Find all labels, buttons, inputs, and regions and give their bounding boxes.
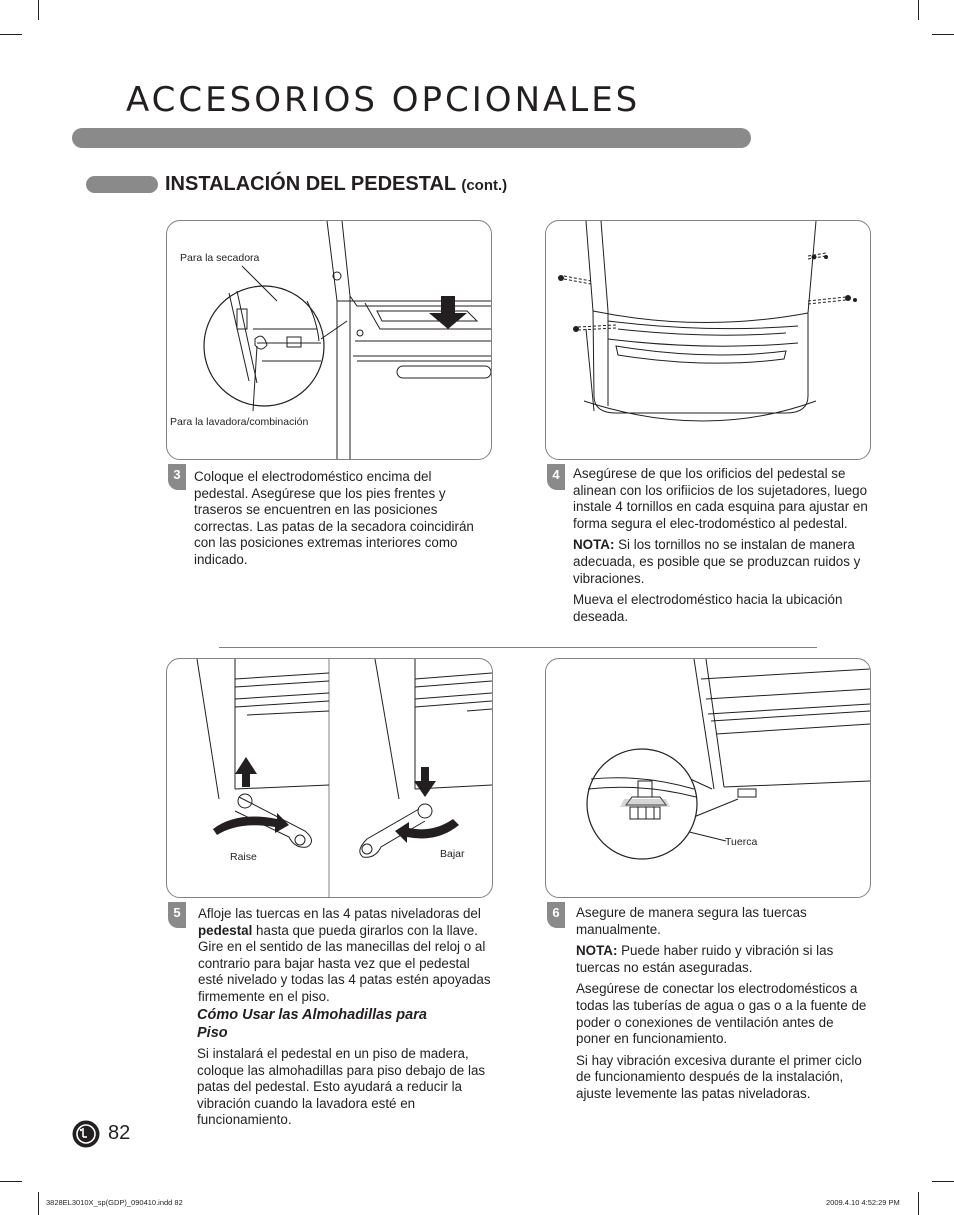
step4-illustration <box>545 220 871 460</box>
crop-mark <box>932 1181 954 1182</box>
step6-note-label: NOTA: <box>576 943 618 959</box>
step5-text-a: Afloje las tuercas en las 4 patas niveladoras del <box>198 906 481 921</box>
step6-text <box>576 905 870 1108</box>
callout-washer: Para la lavadora/combinación <box>170 416 309 428</box>
step5-text-b: hasta que pueda girarlos con la llave. Gire en el sentido de las manecillas del reloj o al contrario para bajar hasta vez que el pedestal esté nivelado y todas las 4 patas estén apoyadas firmemente en el piso. <box>198 922 491 1004</box>
crop-mark <box>918 0 919 20</box>
step4-note-label: NOTA: <box>573 537 615 553</box>
step3-badge: 3 <box>168 464 186 490</box>
footer-timestamp: 2009.4.10 4:52:29 PM <box>826 1198 900 1207</box>
pads-title: Cómo Usar las Almohadillas para Piso <box>197 1007 427 1041</box>
step6-paragraph: Asegure de manera segura las tuercas manualmente. <box>576 905 807 937</box>
step3-text <box>194 469 486 574</box>
pads-text <box>197 1046 495 1134</box>
step4-drawing <box>546 221 870 459</box>
page-number: 82 <box>108 1122 131 1144</box>
section-pill <box>86 176 158 193</box>
step4-note <box>573 537 869 587</box>
step6-badge: 6 <box>547 902 565 928</box>
step5-text-bold: pedestal <box>198 922 253 938</box>
crop-mark <box>38 1192 39 1215</box>
title-bar <box>72 128 751 148</box>
callout-nut: Tuerca <box>725 836 758 848</box>
step6-note <box>576 943 870 976</box>
step5-drawing <box>167 659 492 897</box>
step5-text <box>198 906 494 1011</box>
step4-badge: 4 <box>547 464 565 490</box>
crop-mark <box>0 1181 22 1182</box>
callout-lower: Bajar <box>440 848 465 860</box>
step3-paragraph: Coloque el electrodoméstico encima del pedestal. Asegúrese que los pies frentes y traseros se encuentren en las posiciones correctas. Las patas de la secadora coincidirán con las posiciones extremas interiores como indicado. <box>194 469 474 567</box>
crop-mark <box>38 0 39 20</box>
lg-logo <box>72 1120 100 1148</box>
section-title-text: INSTALACIÓN DEL PEDESTAL <box>165 173 456 195</box>
lg-logo-icon <box>72 1120 100 1148</box>
section-title <box>165 173 507 196</box>
step4-text <box>573 466 869 630</box>
step5-badge: 5 <box>168 902 186 928</box>
step3-illustration <box>166 220 492 460</box>
page-title: ACCESORIOS OPCIONALES <box>126 80 641 120</box>
step4-paragraph: Asegúrese de que los orificios del pedestal se alinean con los orifiicios de los sujetadores, luego instale 4 tornillos en cada esquina para ajustar en forma segura el elec-trodoméstico al pedestal. <box>573 466 868 531</box>
section-divider <box>219 647 817 648</box>
step6-note-text: Puede haber ruido y vibración si las tuercas no están aseguradas. <box>576 943 834 975</box>
step6-drawing <box>546 659 870 897</box>
step6-paragraph-3: Si hay vibración excesiva durante el primer ciclo de funcionamiento después de la instalación, ajuste levemente las patas niveladoras. <box>576 1052 862 1101</box>
step5-paragraph <box>198 906 494 1006</box>
crop-mark <box>918 1192 919 1215</box>
step4-note-text: Si los tornillos no se instalan de manera adecuada, es posible que se produzcan ruidos y vibraciones. <box>573 537 861 586</box>
callout-dryer: Para la secadora <box>180 252 260 264</box>
crop-mark <box>932 34 954 35</box>
crop-mark <box>0 34 22 35</box>
footer-file-info: 3828EL3010X_sp(GDP)_090410.indd 82 <box>46 1198 183 1207</box>
section-title-suffix: (cont.) <box>461 177 508 194</box>
step6-paragraph-2: Asegúrese de conectar los electrodomésticos a todas las tuberías de agua o gas o a la fuente de poder o conexiones de ventilación antes de poner en funcionamiento. <box>576 981 867 1047</box>
step6-illustration <box>545 658 871 898</box>
pads-paragraph: Si instalará el pedestal en un piso de madera, coloque las almohadillas para piso debajo de las patas del pedestal. Esto ayudará a reducir la vibración cuando la lavadora esté en funcionamiento. <box>197 1046 486 1128</box>
step4-extra: Mueva el electrodoméstico hacia la ubicación deseada. <box>573 592 843 624</box>
callout-raise: Raise <box>230 851 257 863</box>
step5-illustration <box>166 658 493 898</box>
